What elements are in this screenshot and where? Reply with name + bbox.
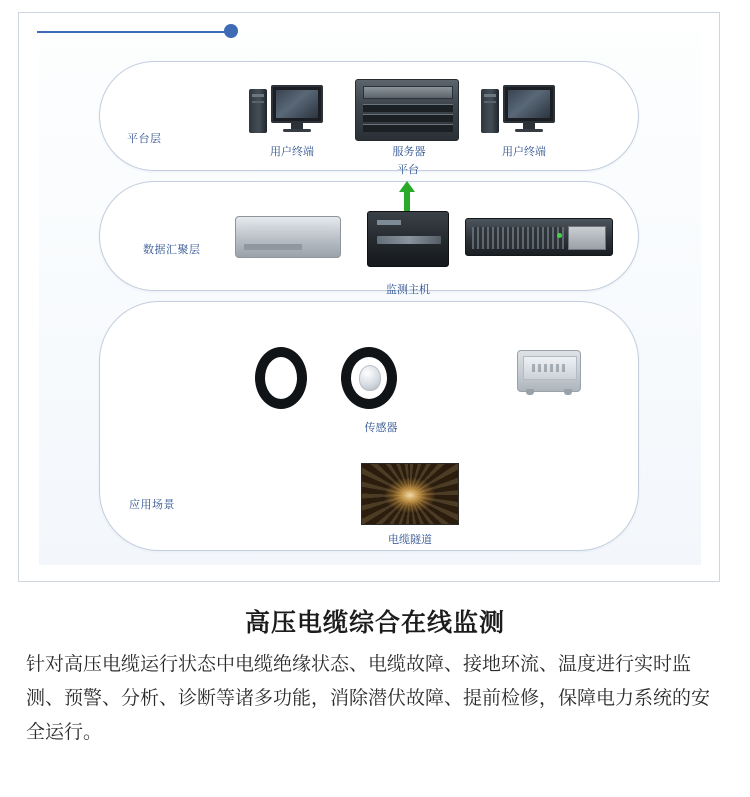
top-accent-rule	[37, 31, 232, 33]
caption-monitor-host: 监测主机	[386, 284, 430, 296]
cable-tunnel-photo	[361, 463, 459, 525]
server-slot	[363, 114, 453, 122]
module-logo	[532, 364, 566, 372]
caption-user-terminal-left: 用户终端	[270, 146, 314, 158]
layer-application-scene-label: 应用场景	[129, 499, 175, 511]
page-title: 高压电缆综合在线监测	[244, 609, 505, 637]
device-tag	[377, 220, 401, 225]
server-bay	[363, 86, 453, 99]
server-icon	[355, 79, 459, 141]
caption-sensor: 传感器	[364, 422, 398, 434]
sensor-ring-icon	[255, 347, 307, 409]
device-vents	[472, 227, 564, 249]
module-cable-gland	[564, 389, 572, 395]
arrow-shaft	[404, 191, 410, 211]
pc-monitor-icon	[271, 85, 323, 123]
layer-data-aggregation-label: 数据汇聚层	[143, 244, 201, 256]
user-terminal-left-icon	[249, 85, 329, 135]
server-slot	[363, 124, 453, 132]
top-accent-dot	[224, 24, 238, 38]
caption-platform: 平台	[397, 164, 419, 176]
device-brand-line	[377, 236, 441, 244]
pc-monitor-base	[515, 129, 543, 132]
module-cable-gland	[526, 389, 534, 395]
pc-tower-icon	[481, 89, 499, 133]
rack-collector-device-icon	[465, 218, 613, 256]
sensor-module-icon	[517, 350, 581, 392]
status-led-icon	[557, 233, 562, 238]
monitor-host-device-icon	[367, 211, 449, 267]
sensor-probe-icon	[359, 365, 381, 391]
caption-cable-tunnel: 电缆隧道	[388, 534, 432, 546]
pc-monitor-icon	[503, 85, 555, 123]
tunnel-ribs	[362, 464, 458, 524]
server-slot	[363, 104, 453, 112]
layer-platform-label: 平台层	[127, 133, 162, 145]
pc-monitor-base	[283, 129, 311, 132]
architecture-diagram	[18, 12, 720, 582]
caption-user-terminal-right: 用户终端	[502, 146, 546, 158]
pc-tower-icon	[249, 89, 267, 133]
uplink-arrow-icon	[399, 181, 415, 211]
page-description: 针对高压电缆运行状态中电缆绝缘状态、电缆故障、接地环流、温度进行实时监测、预警、分析、诊断等诸多功能，消除潜伏故障、提前检修，保障电力系统的安全运行。	[26, 654, 711, 743]
silver-gateway-device-icon	[235, 216, 341, 258]
caption-server: 服务器	[392, 146, 426, 158]
user-terminal-right-icon	[481, 85, 561, 135]
device-panel	[568, 226, 606, 250]
